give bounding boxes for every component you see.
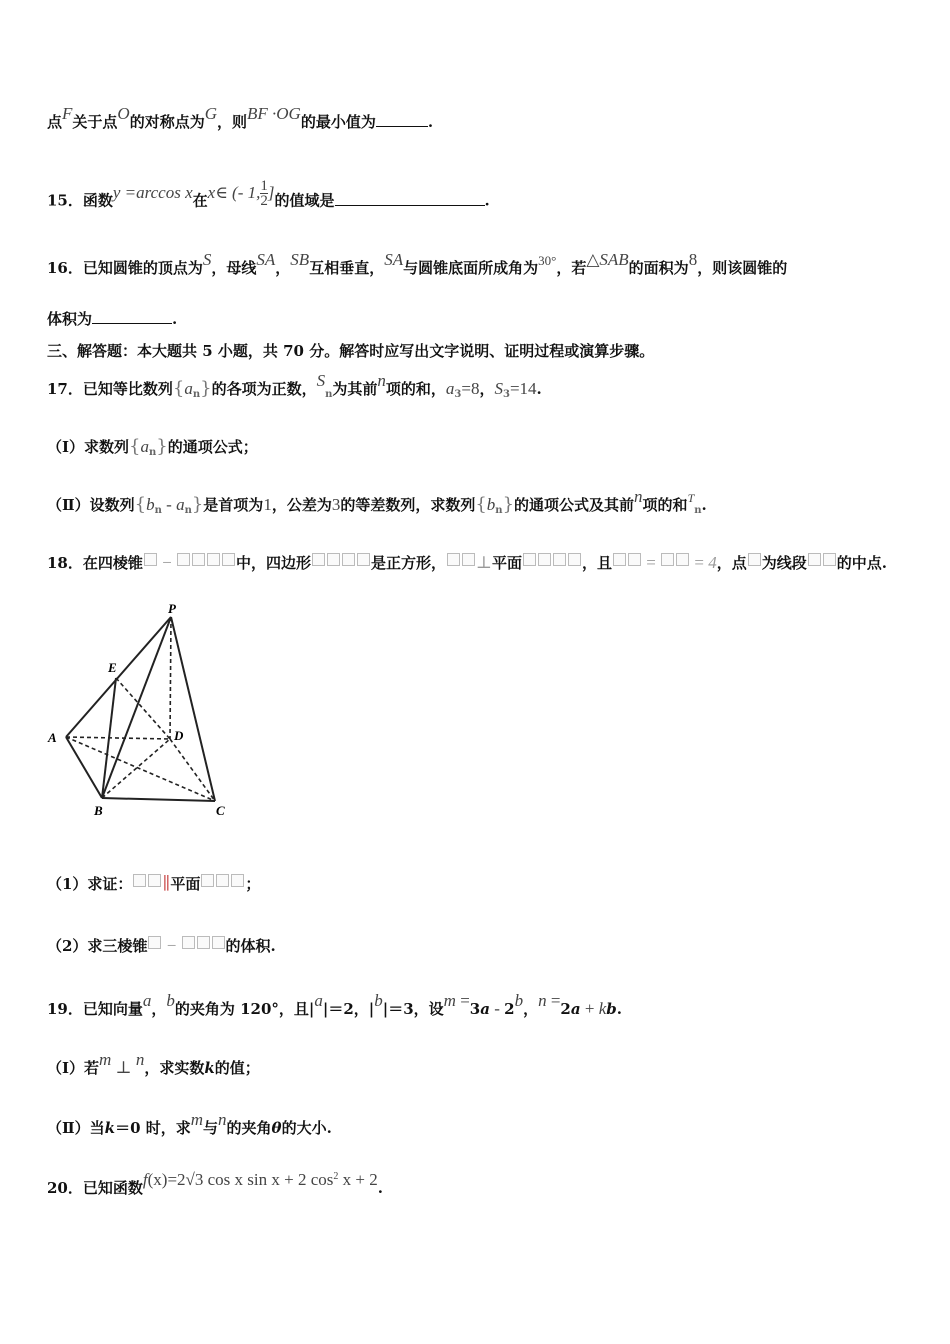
edge-AB: [66, 737, 102, 798]
fraction-half: $\frac{1}{2}$: [260, 178, 268, 209]
question-17-part-2: （Ⅱ）设数列$\{b_n - a_n\}$是首项为1，公差为3的等差数列，求数列$\{b_n\}$的通项公式及其前n项的和$^T_n$.: [47, 487, 707, 516]
label-D: D: [174, 728, 184, 743]
question-20: 20．已知函数f(x)=2√3 cos x sin x + 2 $\cos^2 x + 2$.: [47, 1170, 383, 1197]
answer-blank: [92, 309, 172, 324]
question-16-continued: 体积为 .: [47, 310, 178, 328]
label-E: E: [108, 660, 117, 675]
math-arccos: y =arccos x: [112, 182, 193, 202]
pyramid-figure: [44, 600, 244, 825]
answer-blank: [376, 112, 428, 127]
label-A: A: [48, 730, 57, 745]
section-3-heading: 三、解答题：本大题共 5 小题，共 70 分。解答时应写出文字说明、证明过程或演算步骤。: [47, 342, 655, 360]
math-G: G: [204, 104, 217, 123]
answer-blank: [335, 191, 485, 206]
math-dot-product: BF ·OG: [247, 104, 301, 123]
edge-PD: [170, 617, 171, 739]
question-15: 15．函数y =arccos x在x∈ (- 1, $\frac{1}{2}$ ]的值域是 .: [47, 178, 490, 210]
question-19-part-1: （Ⅰ）若m ⊥ n，求实数k的值；: [47, 1050, 260, 1077]
edge-PC: [171, 617, 215, 801]
math-O: O: [117, 104, 130, 123]
edge-AD: [66, 737, 170, 739]
question-18-part-1: （1）求证： ∥平面 ；: [47, 874, 261, 893]
label-C: C: [216, 803, 225, 818]
math-domain: x∈ (- 1,: [207, 182, 261, 202]
question-17: 17．已知等比数列$\{a_n\}$的各项为正数，$S_n$为其前n项的和，$a_3=8$，$S_3=14$.: [47, 371, 542, 400]
question-17-part-1: （Ⅰ）求数列$\{a_n\}$的通项公式；: [47, 436, 258, 458]
question-19-part-2: （Ⅱ）当k＝0 时，求m与n的夹角θ的大小.: [47, 1110, 332, 1137]
label-P: P: [168, 601, 176, 616]
edge-BC: [102, 798, 215, 801]
math-F: F: [62, 104, 73, 123]
edge-ED: [116, 678, 170, 739]
question-18-part-2: （2）求三棱锥 − 的体积.: [47, 936, 276, 955]
question-19: 19．已知向量a，b的夹角为 120°，且|a|＝2，|b|＝3，设m =3a - 2b，n =2a + kb.: [47, 991, 622, 1018]
label-B: B: [94, 803, 103, 818]
question-18: 18．在四棱锥 − 中，四边形 是正方形， ⊥平面 ，且 = = 4，点 为线段 的中点.: [47, 553, 887, 572]
line-point-f: 点F关于点O的对称点为G，则BF ·OG的最小值为 .: [47, 104, 434, 131]
edge-PA: [66, 617, 171, 737]
question-16: 16．已知圆锥的顶点为S，母线SA，SB互相垂直，SA与圆锥底面所成角为30°，若△SAB的面积为8，则该圆锥的: [47, 250, 788, 277]
